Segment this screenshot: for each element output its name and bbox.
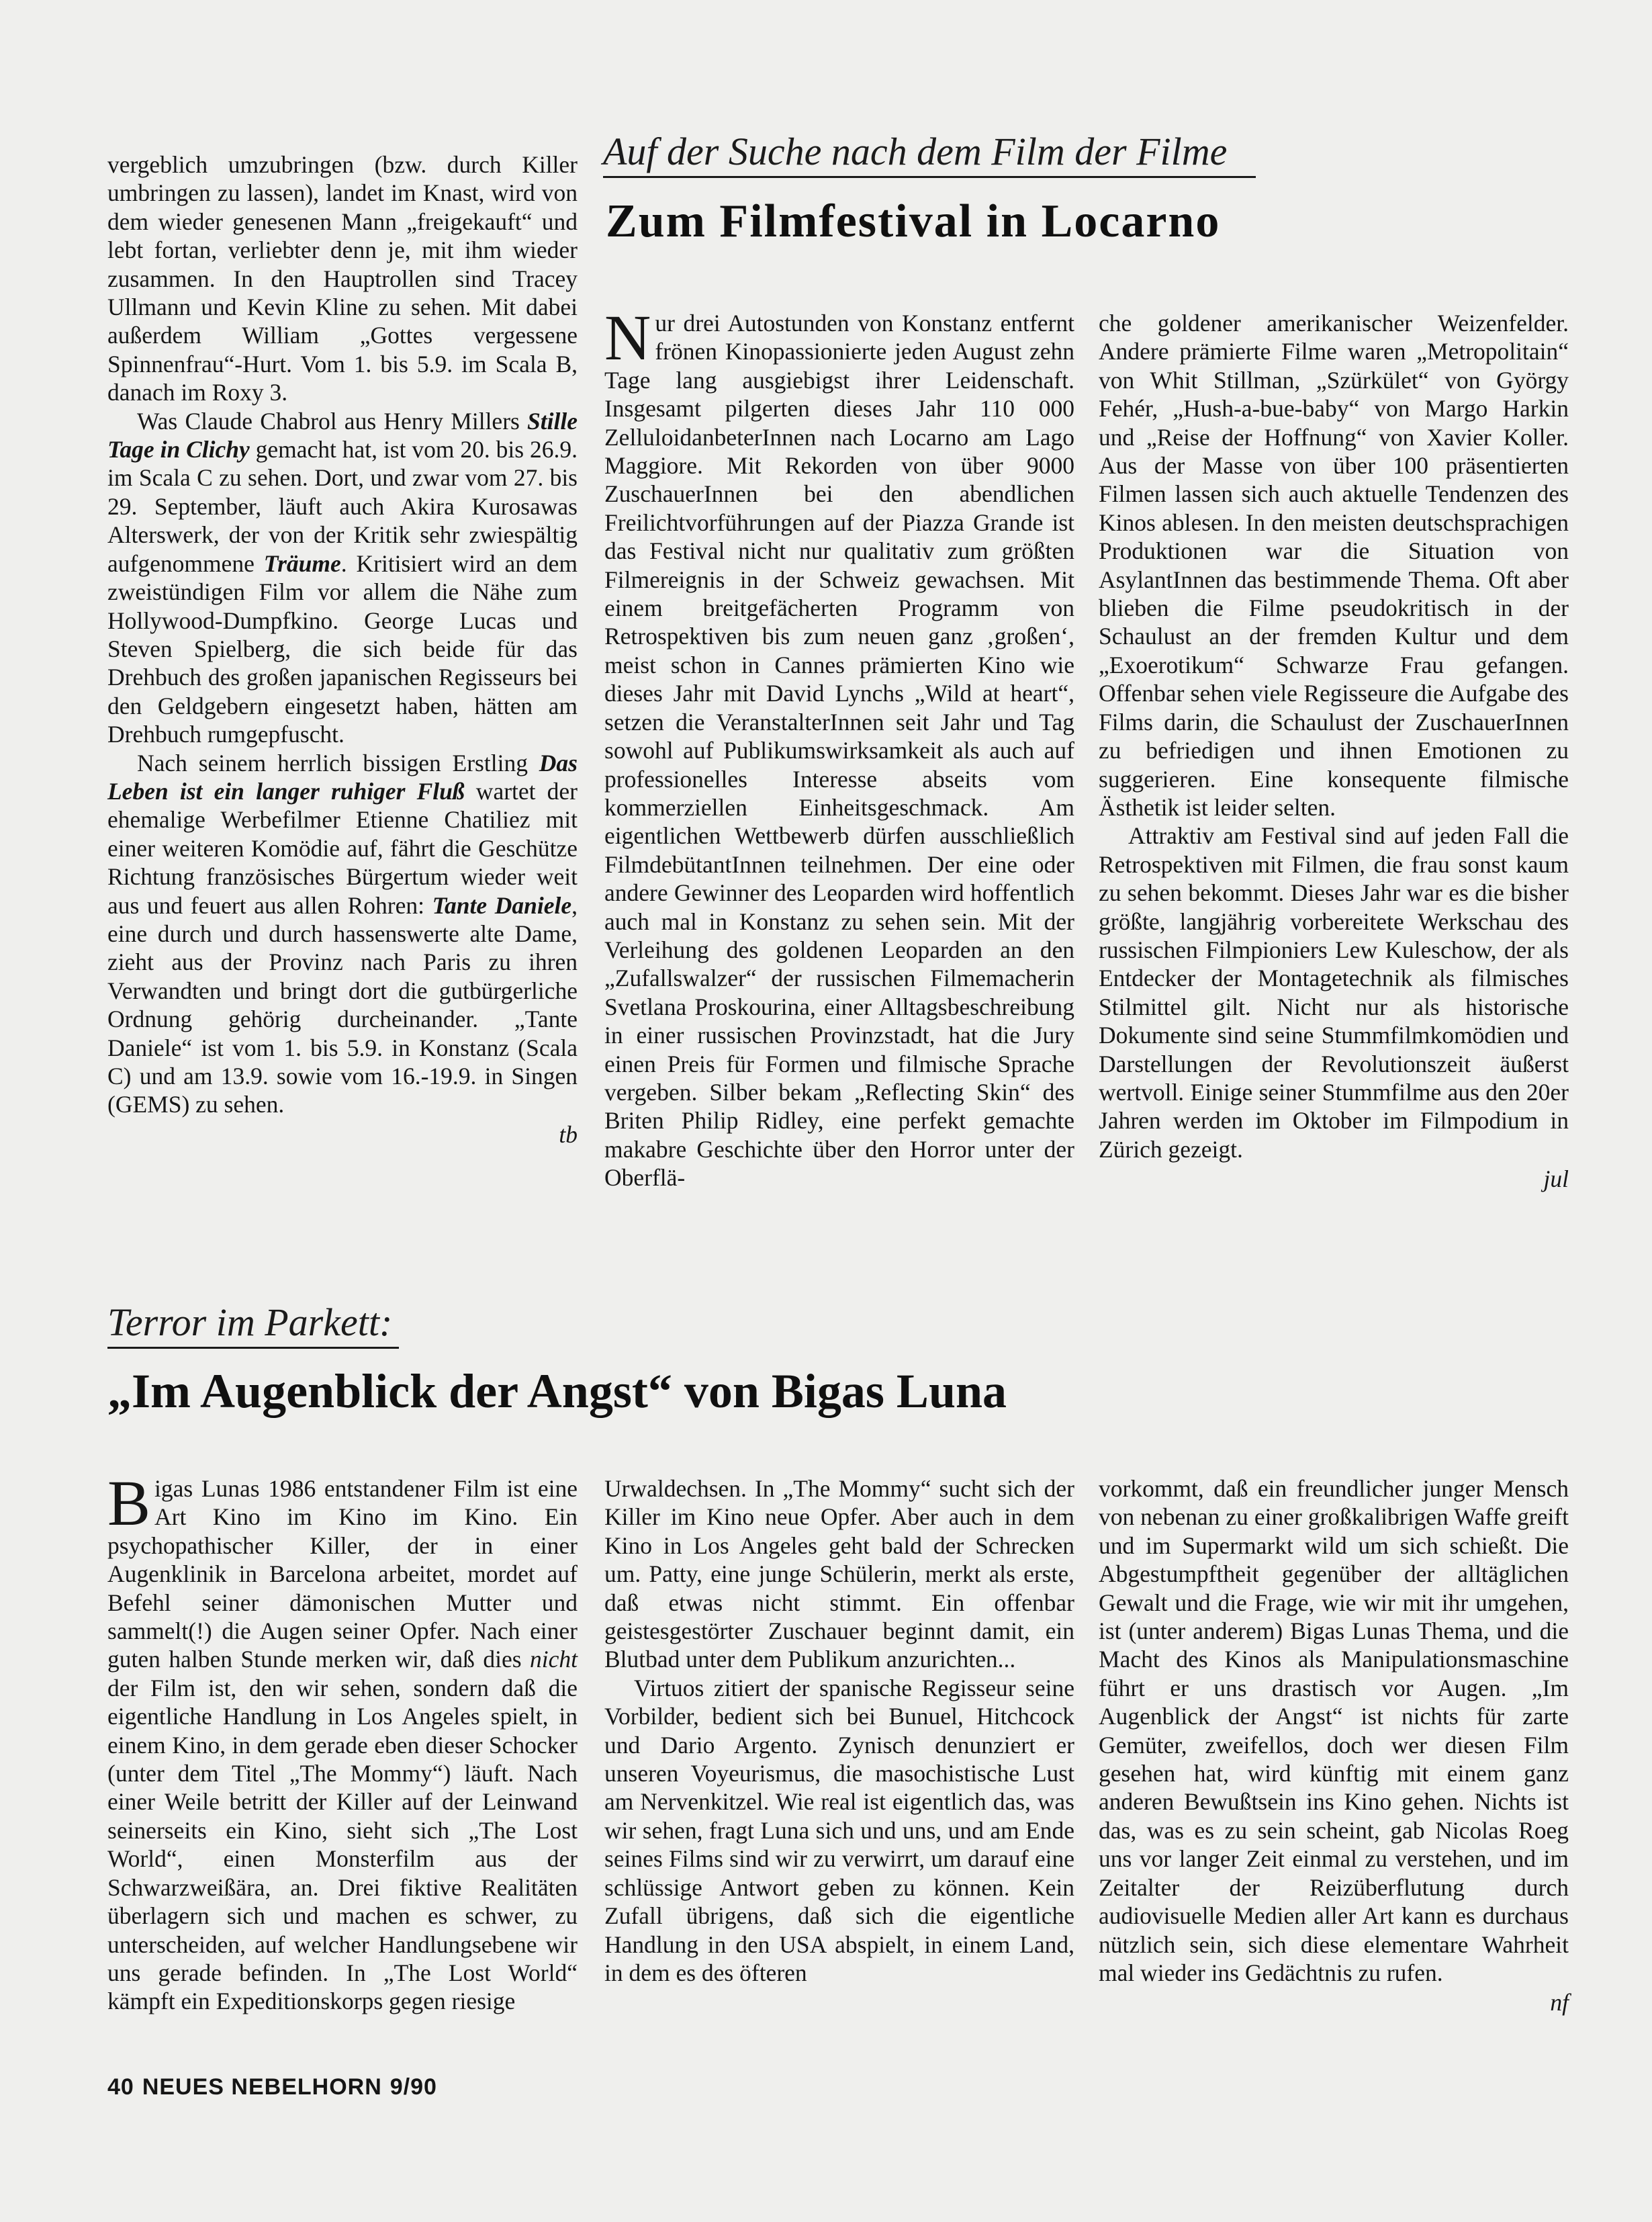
issue-number: 9/90: [389, 2074, 437, 2100]
article3-paragraph-4: vorkommt, daß ein freundlicher junger Mensch von nebenan zu einer großkalibrigen Waffe greift und im Supermarkt wild um sich schießt. Die Abgestumpftheit gegenüber der alltäglichen Gewalt und die Frage, wie wir mit ihr umgehen, ist (unter anderem) Bigas Lunas Thema, und die Macht des Kinos als Manipulationsmaschine führt er uns drastisch vor Augen. „Im Augenblick der Angst“ ist nichts für zarte Gemüter, zweifellos, doch wer diesen Film gesehen hat, wird künftig mit einem ganz anderen Bewußtsein ins Kino gehen. Nichts ist das, was es zu sein scheint, gab Nicolas Roeg uns vor langer Zeit einmal zu verstehen, und im Zeitalter der Reizüberflutung durch audiovisuelle Medien aller Art kann es durchaus nützlich sein, sich diese elementare Wahrheit mal wieder ins Gedächtnis zu rufen.: [1099, 1475, 1569, 1986]
article1-column: [107, 150, 578, 1149]
article2-paragraph-3: Attraktiv am Festival sind auf jeden Fall die Retrospektiven mit Filmen, die frau sonst kaum zu sehen bekommt. Dieses Jahr war es die bisher größte, langjährig vorbereitete Werkschau des russischen Filmpioniers Lew Kuleschow, der als Entdecker der Montagetechnik als filmisches Stilmittel gilt. Nicht nur als historische Dokumente sind seine Stummfilmkomödien und Darstellungen der Revolutionszeit äußerst wertvoll. Einige seiner Stummfilme aus den 20er Jahren werden im Oktober im Filmpodium in Zürich gezeigt.: [1099, 822, 1569, 1163]
article2-column-2: [1099, 309, 1569, 1194]
dropcap-letter: N: [604, 302, 651, 373]
article1-paragraph-1: vergeblich umzubringen (bzw. durch Killer umbringen zu lassen), landet im Knast, wird von dem wieder genesenen Mann „freigekauft“ und lebt fortan, verliebter denn je, mit ihm wieder zusammen. In den Hauptrollen sind Tracey Ullmann und Kevin Kline zu sehen. Mit dabei außerdem William „Gottes vergessene Spinnenfrau“-Hurt. Vom 1. bis 5.9. im Scala B, danach im Roxy 3.: [107, 151, 578, 406]
article2-paragraph-1: Nur drei Autostunden von Konstanz entfernt frönen Kinopassionierte jeden August zehn Tage lang ausgiebigst ihrer Leidenschaft. Insgesamt pilgerten dieses Jahr 110 000 ZelluloidanbeterInnen nach Locarno am Lago Maggiore. Mit Rekorden von über 9000 ZuschauerInnen bei den abendlichen Freilichtvorführungen auf der Piazza Grande ist das Festival nicht nur qualitativ zum größten Filmereignis in der Schweiz gewachsen. Mit einem breitgefächerten Programm von Retrospektiven bis zum neuen ganz ‚großen‘, meist schon in Cannes prämierten Kino wie dieses Jahr mit David Lynchs „Wild at heart“, setzen die VeranstalterInnen seit Jahr und Tag sowohl auf Publikumswirksamkeit als auch auf professionelles Interesse abseits vom kommerziellen Einheitsgeschmack. Am eigentlichen Wettbewerb dürfen ausschließlich FilmdebütantInnen teilnehmen. Der eine oder andere Gewinner des Leoparden wird hoffentlich auch mal in Konstanz zu sehen sein. Mit der Verleihung des goldenen Leoparden an den „Zufallswalzer“ der russischen Filmemacherin Svetlana Proskourina, einer Alltagsbeschreibung in einer russischen Provinzstadt, hat die Jury einen Preis für Formen und filmische Sprache vergeben. Silber bekam „Reflecting Skin“ des Briten Philip Ridley, eine perfekt gemachte makabre Geschichte über den Horror unter der Oberflä-: [604, 302, 1074, 1192]
article1-paragraph-2: Was Claude Chabrol aus Henry Millers Stille Tage in Clichy gemacht hat, ist vom 20. bis 26.9. im Scala C zu sehen. Dort, und zwar vom 27. bis 29. September, läuft auch Akira Kurosawas Alterswerk, der von der Kritik sehr zwiespältig aufgenommene Träume. Kritisiert wird an dem zweistündigen Film vor allem die Nähe zum Hollywood-Dumpfkino. George Lucas und Steven Spielberg, die sich beide für das Drehbuch des großen japanischen Regisseurs bei den Geldgebern eingesetzt haben, hätten am Drehbuch rumgepfuscht.: [107, 407, 578, 748]
page-number: 40: [107, 2074, 134, 2100]
author-signature: jul: [1543, 1165, 1569, 1193]
film-title-stille-tage: Stille Tage in Clichy: [107, 407, 578, 463]
article3-paragraph-2: Urwaldechsen. In „The Mommy“ sucht sich der Killer im Kino neue Opfer. Aber auch in dem Kino in Los Angeles geht bald der Schrecken um. Patty, eine junge Schülerin, merkt als erste, daß etwas nicht stimmt. Ein offenbar geistesgestörter Zuschauer beginnt damit, ein Blutbad unter dem Publikum anzurichten...: [604, 1475, 1074, 1673]
article3-paragraph-3: Virtuos zitiert der spanische Regisseur seine Vorbilder, bedient sich bei Bunuel, Hitchcock und Dario Argento. Zynisch denunziert er unseren Voyeurismus, die masochistische Lust am Nervenkitzel. Wie real ist eigentlich das, was wir sehen, fragt Luna sich und uns, und am Ende seines Films sind wir zu verwirrt, um darauf eine schlüssige Antwort geben zu können. Kein Zufall übrigens, daß sich die eigentliche Handlung in den USA abspielt, in einem Land, in dem es des öfteren: [604, 1674, 1074, 1986]
film-title-tante-daniele: Tante Daniele: [432, 891, 572, 919]
article3-kicker: Terror im Parkett:: [107, 1300, 393, 1344]
article3-paragraph-1: Bigas Lunas 1986 entstandener Film ist eine Art Kino im Kino im Kino. Ein psychopathischer Killer, der in einer Augenklinik in Barcelona arbeitet, mordet auf Befehl seiner dämonischen Mutter und sammelt(!) die Augen seiner Opfer. Nach einer guten halben Stunde merken wir, daß dies nicht der Film ist, den wir sehen, sondern daß die eigentliche Handlung in Los Angeles spielt, in einem Kino, in dem gerade eben dieser Schocker (unter dem Titel „The Mommy“) läuft. Nach einer Weile betritt der Killer auf der Leinwand seinerseits ein Kino, sieht sich „The Lost World“, einen Monsterfilm aus der Schwarzweißära, an. Drei fiktive Realitäten überlagern sich und machen es schwer, zu unterscheiden, auf welcher Handlungsebene wir uns gerade befinden. In „The Lost World“ kämpft ein Expeditionskorps gegen riesige: [107, 1467, 578, 2015]
article3-column-1: [107, 1467, 578, 2016]
article3-column-3: [1099, 1474, 1569, 2017]
dropcap-letter: B: [107, 1467, 151, 1539]
page-footer: [107, 2074, 445, 2100]
article2-kicker-underline: [603, 176, 1256, 178]
film-title-das-leben: Das Leben ist ein langer ruhiger Fluß: [107, 749, 578, 805]
article2-column-1: [604, 302, 1074, 1192]
author-signature: nf: [1550, 1989, 1569, 2016]
article2-headline: Zum Filmfestival in Locarno: [606, 195, 1221, 247]
article3-headline: „Im Augenblick der Angst“ von Bigas Luna: [107, 1364, 1007, 1418]
film-title-traeume: Träume: [263, 549, 341, 577]
magazine-name: NEUES NEBELHORN: [142, 2074, 382, 2100]
article3-kicker-underline: [107, 1347, 399, 1349]
article2-kicker: Auf der Suche nach dem Film der Filme: [603, 130, 1228, 173]
article1-paragraph-3: Nach seinem herrlich bissigen Erstling Das Leben ist ein langer ruhiger Fluß wartet der ehemalige Werbefilmer Etienne Chatiliez mit einer weiteren Komödie auf, fährt die Geschütze Richtung französisches Bürgertum wieder weit aus und feuert aus allen Rohren: Tante Daniele, eine durch und durch hassenswerte alte Dame, zieht aus der Provinz nach Paris zu ihren Verwandten und bringt dort die gutbürgerliche Ordnung gehörig durcheinander. „Tante Daniele“ ist vom 1. bis 5.9. in Konstanz (Scala C) und am 13.9. sowie vom 16.-19.9. in Singen (GEMS) zu sehen.: [107, 749, 578, 1118]
article3-column-2: [604, 1474, 1074, 1987]
article2-paragraph-2: che goldener amerikanischer Weizenfelder. Andere prämierte Filme waren „Metropolitain“ von Whit Stillman, „Szürkület“ von György Fehér, „Hush-a-bue-baby“ von Margo Harkin und „Reise der Hoffnung“ von Xavier Koller. Aus der Masse von über 100 präsentierten Filmen lassen sich auch aktuelle Tendenzen des Kinos ablesen. In den meisten deutschsprachigen Produktionen war die Situation von AsylantInnen das bestimmende Thema. Oft aber blieben die Filme pseudokritisch in der Schaulust an der fremden Kultur und dem „Exoerotikum“ Schwarze Frau gefangen. Offenbar sehen viele Regisseure die Aufgabe des Films darin, die Schaulust der ZuschauerInnen zu befriedigen und ihnen Emotionen zu suggerieren. Eine konsequente filmische Ästhetik ist leider selten.: [1099, 310, 1569, 821]
author-signature: tb: [559, 1120, 578, 1148]
